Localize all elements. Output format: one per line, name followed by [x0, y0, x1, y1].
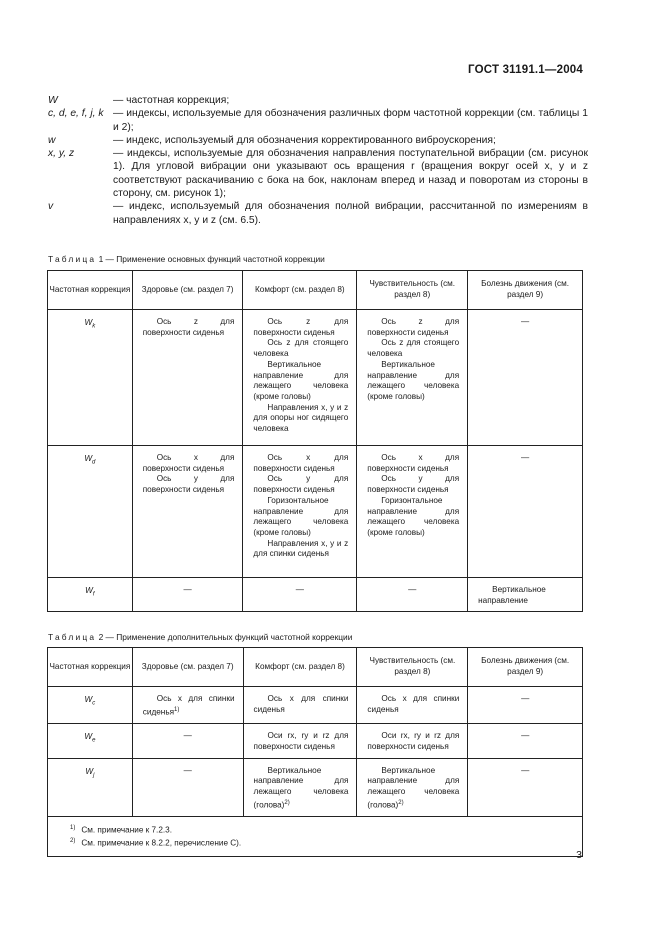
table-cell	[48, 310, 133, 446]
table1-header-cell: Комфорт (см. раздел 8)	[243, 271, 357, 310]
definition-text: — индекс, используемый для обозначения корректированного виброускорения;	[113, 134, 496, 146]
footnote: $^{2)}$ См. примечание к 8.2.2, перечисление C).	[70, 838, 242, 849]
correction-symbol: $W_j$	[85, 766, 95, 779]
table-row	[48, 687, 583, 724]
table-cell	[48, 758, 133, 817]
table-cell: Вертикальное направление для лежащего человека (голова)$^{2)}$	[243, 758, 357, 817]
table2-footnotes	[48, 817, 583, 856]
correction-symbol: $W_d$	[84, 454, 96, 466]
table-cell: Ось z для поверхности сиденья Ось z для стоящего человека Вертикальное направление для лежащего человека (кроме головы) Направления x, y и z для опоры ног сидящего человека	[243, 310, 357, 446]
table2-header-cell: Здоровье (см. раздел 7)	[132, 648, 243, 687]
table-cell: Оси rx, ry и rz для поверхности сиденья	[243, 724, 357, 758]
definition-term: v	[48, 201, 54, 213]
table-cell: Ось x для спинки сиденья$^{1)}$	[132, 687, 243, 724]
table2-caption-text: 2 — Применение дополнительных функций частотной коррекции	[96, 632, 353, 642]
correction-symbol: $W_c$	[84, 695, 96, 707]
definition-item	[48, 107, 588, 134]
table-row	[48, 578, 583, 612]
table-cell: Ось x для поверхности сиденья Ось y для поверхности сиденья Горизонтальное направление для лежащего человека (кроме головы)	[357, 446, 468, 578]
table1-header-cell: Здоровье (см. раздел 7)	[132, 271, 243, 310]
correction-symbol: $W_f$	[85, 586, 95, 598]
table2-footnotes-row	[48, 817, 583, 856]
document-header: ГОСТ 31191.1—2004	[468, 64, 583, 76]
table-cell: Ось x для поверхности сиденья Ось y для поверхности сиденья Горизонтальное направление для лежащего человека (кроме головы) Направления x, y и z для спинки сиденья	[243, 446, 357, 578]
table-cell: Ось x для спинки сиденья	[243, 687, 357, 724]
table-cell: —	[468, 446, 583, 578]
table2-header-row	[48, 648, 583, 687]
table1-header-cell: Частотная коррекция	[48, 271, 133, 310]
table1-caption	[48, 254, 325, 264]
table-cell: Ось z для поверхности сиденья	[132, 310, 243, 446]
table-cell: Оси rx, ry и rz для поверхности сиденья	[357, 724, 468, 758]
correction-symbol: $W_e$	[84, 732, 96, 744]
definition-item	[48, 147, 588, 200]
table-cell: Вертикальное направление	[468, 578, 583, 612]
table-cell	[48, 578, 133, 612]
table-cell: Ось x для спинки сиденья	[357, 687, 468, 724]
table-row	[48, 310, 583, 446]
table-cell: Вертикальное направление для лежащего человека (голова)$^{2)}$	[357, 758, 468, 817]
table-cell: —	[468, 724, 583, 758]
definitions-list	[48, 94, 588, 227]
table2-header-cell: Болезнь движения (см. раздел 9)	[468, 648, 583, 687]
definition-item	[48, 134, 588, 147]
page-number: 3	[576, 849, 582, 861]
definition-text: — частотная коррекция;	[113, 95, 230, 106]
table1-header-cell: Болезнь движения (см. раздел 9)	[468, 271, 583, 310]
table-cell: —	[243, 578, 357, 612]
correction-symbol: $W_k$	[84, 318, 96, 330]
table-cell: Ось x для поверхности сиденья Ось y для поверхности сиденья	[132, 446, 243, 578]
table-cell: —	[468, 758, 583, 817]
table-cell: —	[132, 578, 243, 612]
definition-term: x, y, z	[48, 148, 75, 160]
table1	[47, 270, 583, 612]
definition-term: W	[48, 95, 58, 106]
table-cell: —	[357, 578, 468, 612]
table2-header-cell: Чувствительность (см. раздел 8)	[357, 648, 468, 687]
definition-text: — индексы, используемые для обозначения направления поступательной вибрации (см. рисунок 1). Для угловой вибрации они указывают ось вращения r (вращения вокруг осей x, y и z соответствуют раскачиванию с бока на бок, наклонам вперед и назад и поворотам из стороны в сторону, см. рисунок 1);	[113, 148, 588, 200]
table1-header-cell: Чувствительность (см. раздел 8)	[357, 271, 468, 310]
definition-item	[48, 200, 588, 227]
definition-text: — индексы, используемые для обозначения различных форм частотной коррекции (см. таблицы 1 и 2);	[113, 108, 588, 133]
definition-term: w	[48, 134, 56, 146]
definition-term: c, d, e, f, j, k	[48, 108, 104, 120]
definition-item	[48, 94, 588, 107]
table-cell	[48, 687, 133, 724]
table2-header-cell: Частотная коррекция	[48, 648, 133, 687]
table1-caption-text: 1 — Применение основных функций частотной коррекции	[96, 254, 325, 264]
definition-text: — индекс, используемый для обозначения полной вибрации, рассчитанной по измерениям в направлениях x, y и z (см. 6.5).	[113, 201, 588, 226]
table-cell: Ось z для поверхности сиденья Ось z для стоящего человека Вертикальное направление для лежащего человека (кроме головы)	[357, 310, 468, 446]
table-row	[48, 446, 583, 578]
table-cell	[48, 446, 133, 578]
table1-caption-prefix: Таблица	[48, 254, 97, 264]
table2-header-cell: Комфорт (см. раздел 8)	[243, 648, 357, 687]
table-cell	[48, 724, 133, 758]
table1-header-row	[48, 271, 583, 310]
table2-caption	[48, 632, 352, 642]
table-cell: —	[132, 724, 243, 758]
table-row	[48, 724, 583, 758]
footnote: $^{1)}$ См. примечание к 7.2.3.	[70, 825, 172, 835]
table2-caption-prefix: Таблица	[48, 632, 97, 642]
table-cell: —	[468, 687, 583, 724]
table-row	[48, 758, 583, 817]
table-cell: —	[132, 758, 243, 817]
table2	[47, 647, 583, 857]
table-cell: —	[468, 310, 583, 446]
